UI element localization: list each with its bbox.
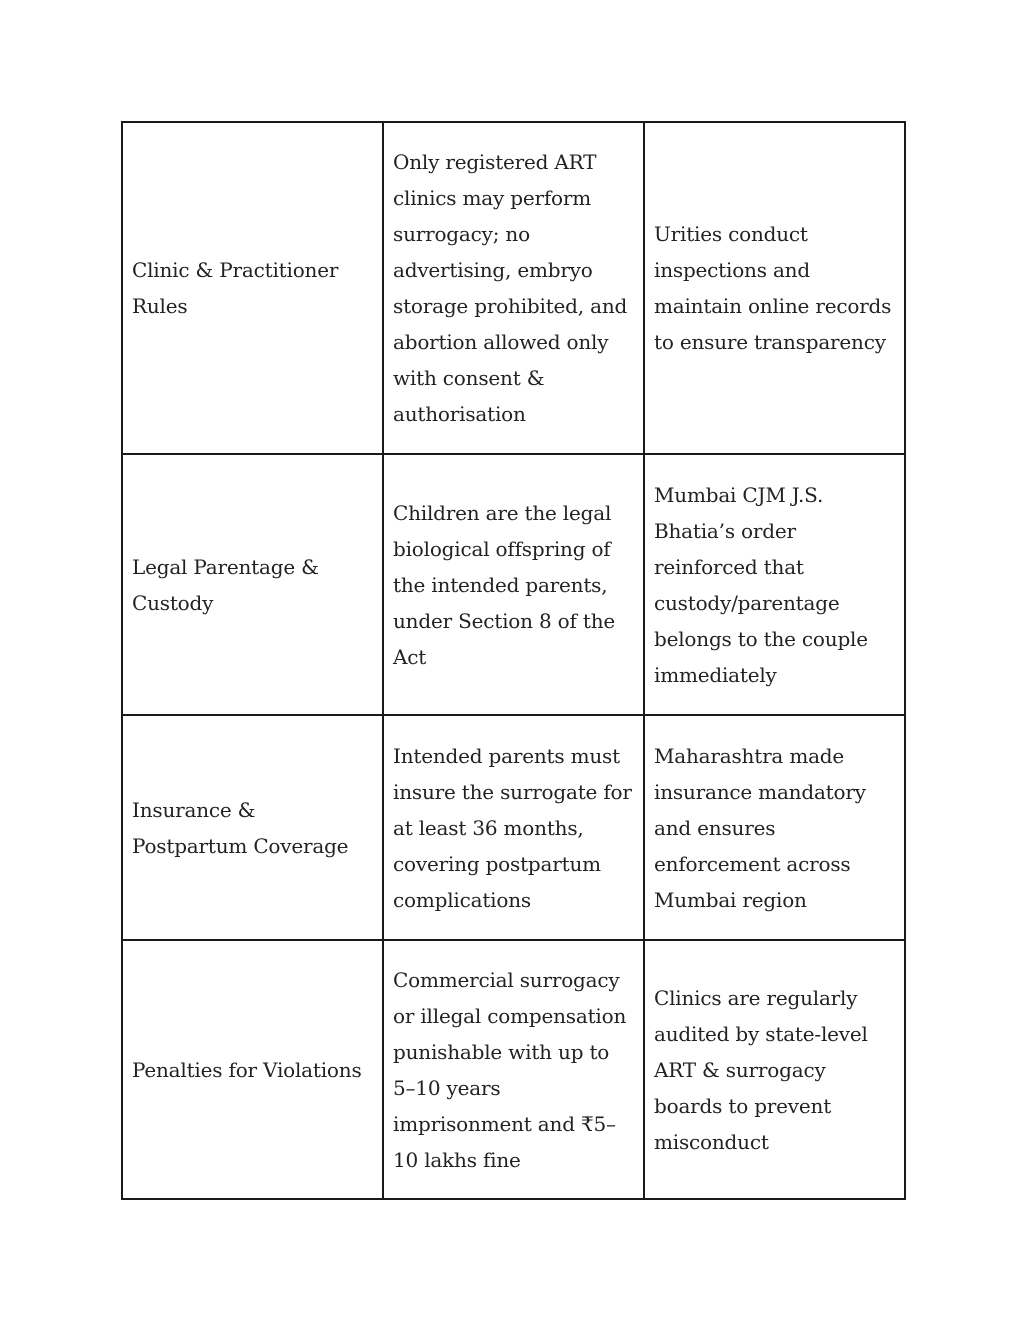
provision-cell xyxy=(383,454,644,715)
cell-text: Legal Parentage & Custody xyxy=(132,554,319,615)
table-row xyxy=(122,715,905,940)
cell-text: Children are the legal biological offspring of the intended parents, under Section 8 of the Act xyxy=(393,500,616,669)
aspect-cell xyxy=(122,940,383,1199)
provision-cell xyxy=(383,122,644,454)
provision-cell xyxy=(383,715,644,940)
cell-text: Penalties for Violations xyxy=(132,1057,362,1082)
cell-text: Maharashtra made insurance mandatory and ensures enforcement across Mumbai region xyxy=(654,743,866,912)
table-row xyxy=(122,454,905,715)
cell-text: Urities conduct inspections and maintain online records to ensure transparency xyxy=(654,222,892,354)
table-row xyxy=(122,940,905,1199)
aspect-cell xyxy=(122,454,383,715)
cell-text: Insurance & Postpartum Coverage xyxy=(132,797,349,858)
implementation-cell xyxy=(644,715,905,940)
cell-text: Commercial surrogacy or illegal compensation punishable with up to 5–10 years imprisonment and ₹5–10 lakhs fine xyxy=(393,967,627,1172)
cell-text: Mumbai CJM J.S. Bhatia’s order reinforced that custody/parentage belongs to the couple immediately xyxy=(654,482,868,687)
cell-text: Intended parents must insure the surrogate for at least 36 months, covering postpartum complications xyxy=(393,743,632,912)
surrogacy-regulations-table xyxy=(121,121,906,1200)
aspect-cell xyxy=(122,122,383,454)
implementation-cell xyxy=(644,940,905,1199)
aspect-cell xyxy=(122,715,383,940)
table-row xyxy=(122,122,905,454)
implementation-cell xyxy=(644,122,905,454)
cell-text: Clinics are regularly audited by state-level ART & surrogacy boards to prevent misconduct xyxy=(654,985,868,1154)
cell-text: Clinic & Practitioner Rules xyxy=(132,258,339,318)
provision-cell xyxy=(383,940,644,1199)
implementation-cell xyxy=(644,454,905,715)
cell-text: Only registered ART clinics may perform surrogacy; no advertising, embryo storage prohibited, and abortion allowed only with consent & authorisation xyxy=(393,150,628,426)
